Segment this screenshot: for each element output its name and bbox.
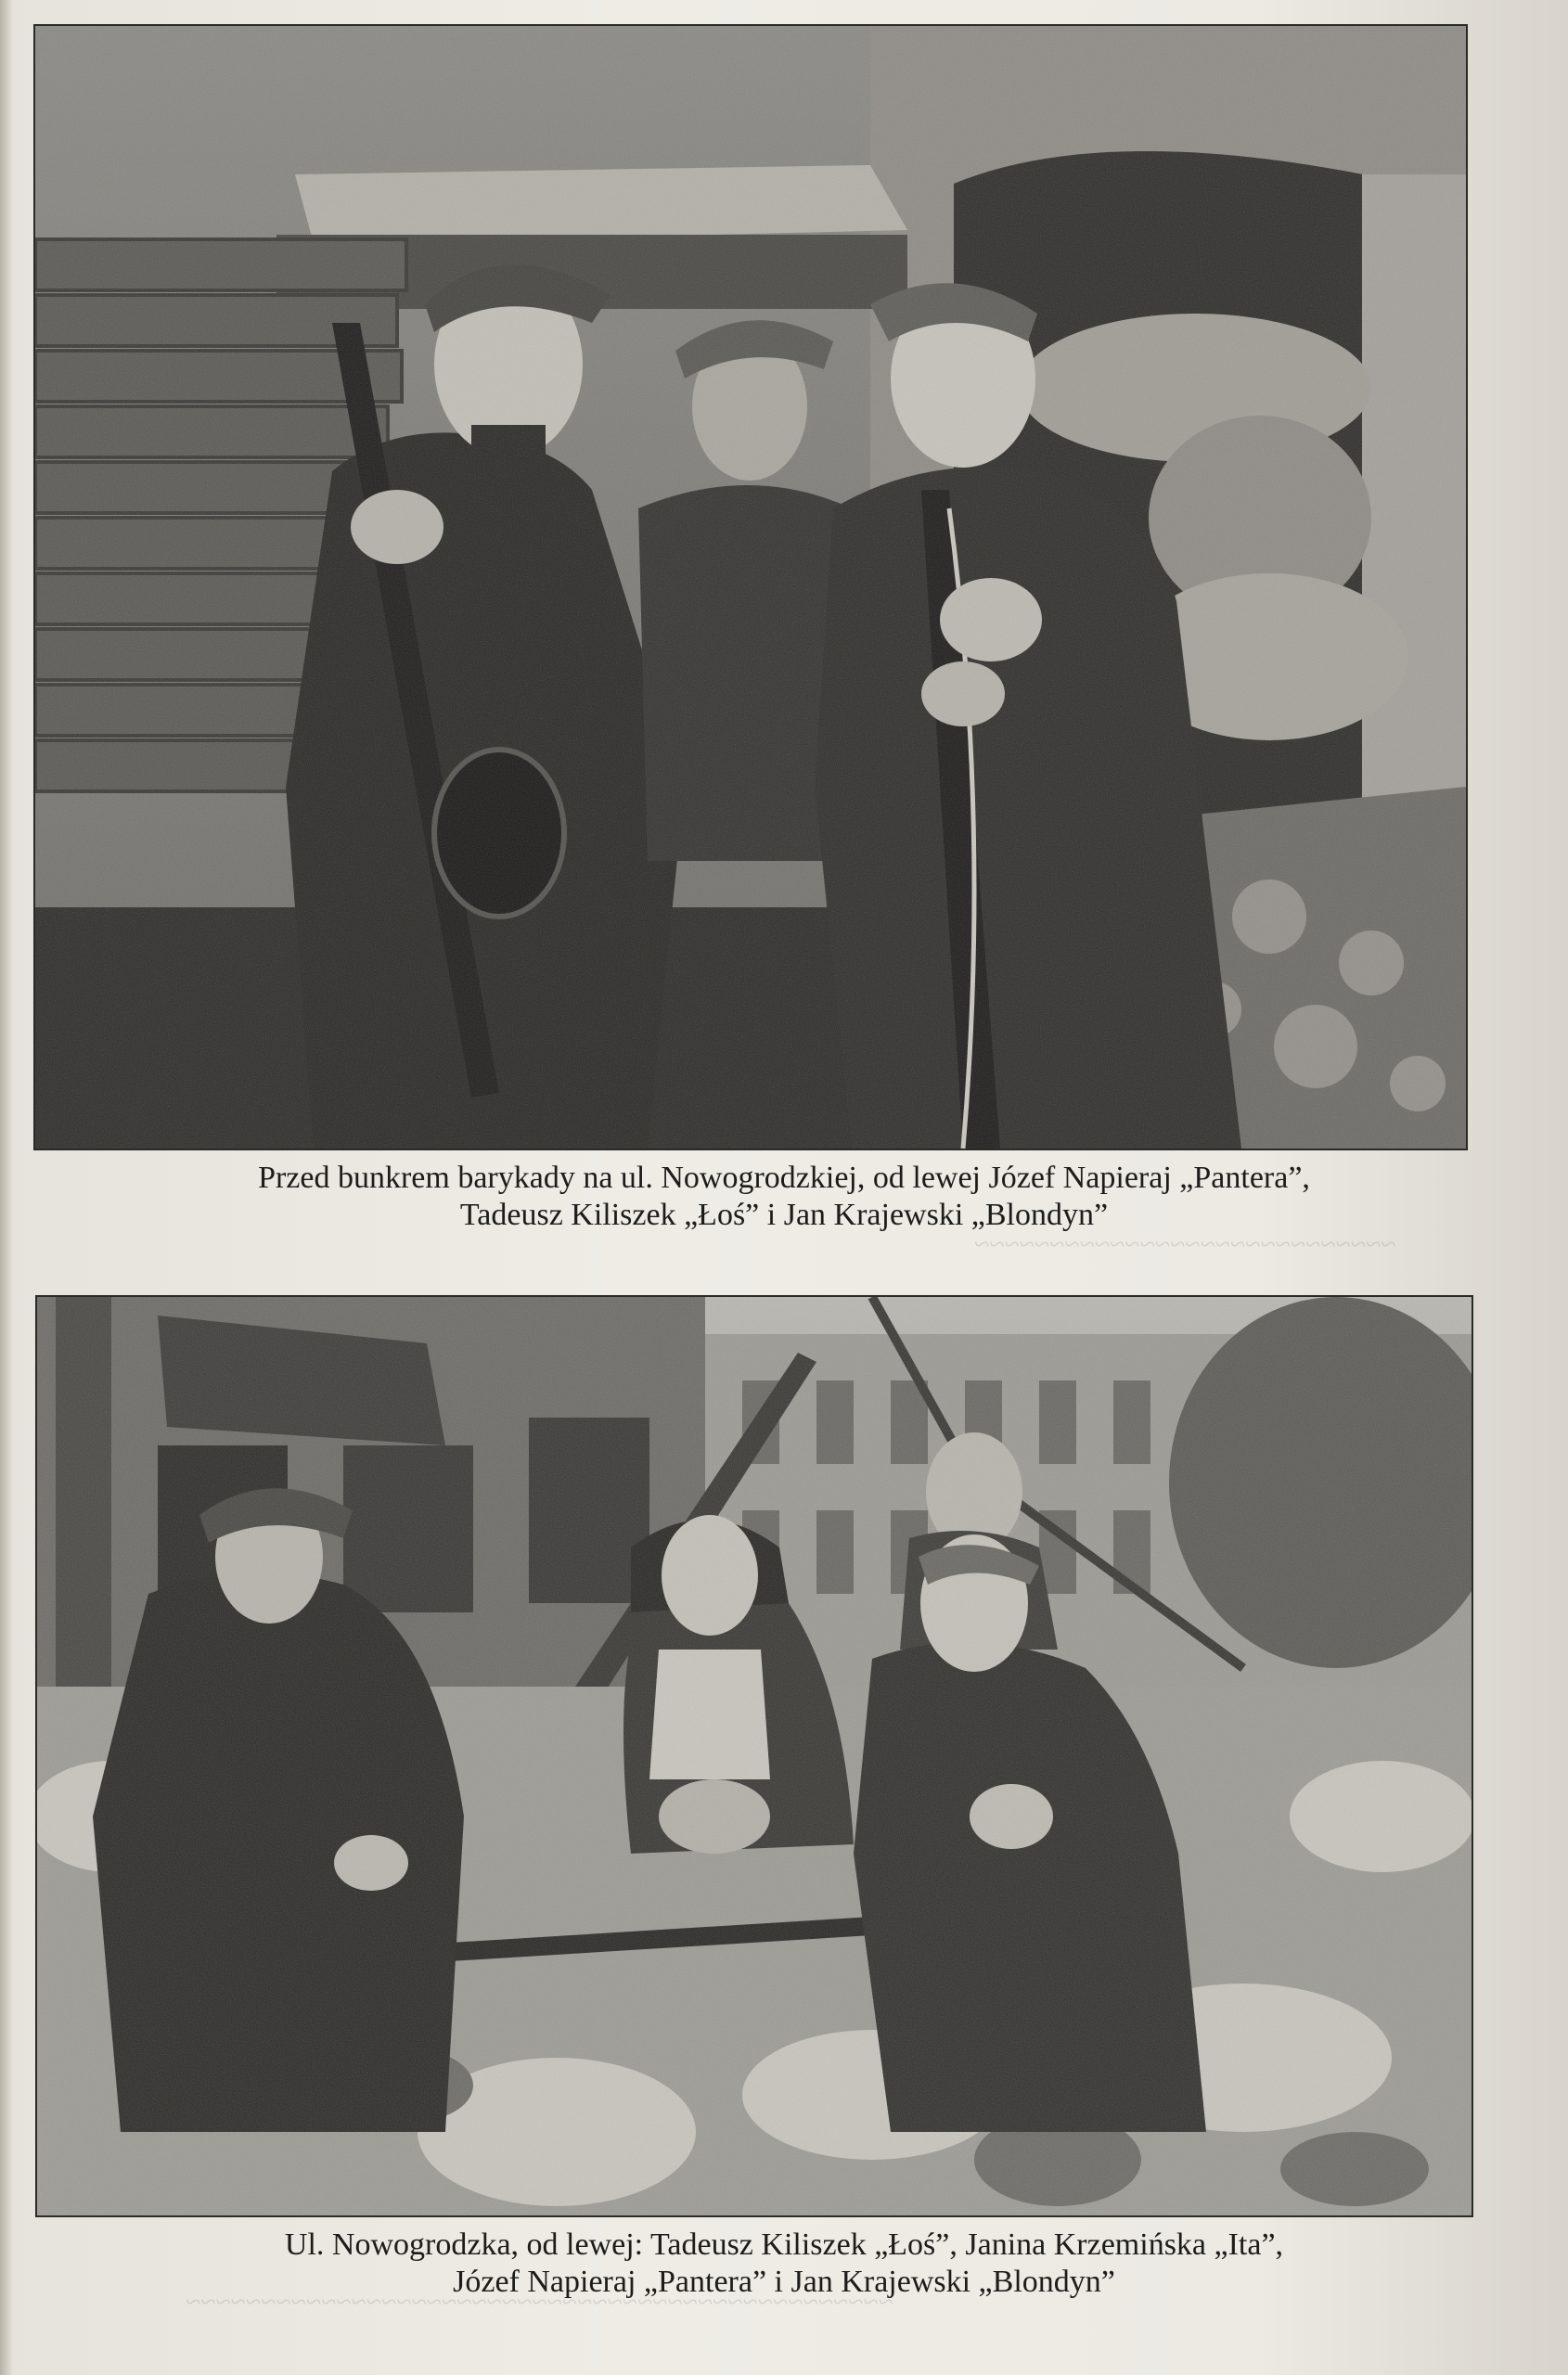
photo-nowogrodzka-street-image: [37, 1297, 1472, 2215]
bleed-through-text: ~~~~~~~~~~~~~~~~~~~~~~~~~~~~~~~~~~~~~~~~~~~~~~~: [186, 2287, 893, 2317]
caption-line: Przed bunkrem barykady na ul. Nowogrodzkiej, od lewej Józef Napieraj „Pantera”,: [258, 1161, 1310, 1195]
photo-caption-top: [0, 1160, 1568, 1234]
photo-caption-bottom: [0, 2227, 1568, 2301]
caption-line: Józef Napieraj „Pantera” i Jan Krajewski „Blondyn”: [453, 2265, 1115, 2299]
bleed-through-text: ~~~~~~~~~~~~~~~~~~~~~~~~~~~~: [974, 1229, 1396, 1260]
photo-barricade-bunker: [33, 24, 1468, 1150]
caption-line: Tadeusz Kiliszek „Łoś” i Jan Krajewski „Blondyn”: [459, 1198, 1109, 1232]
photo-barricade-bunker-image: [35, 26, 1466, 1149]
photo-nowogrodzka-street: [35, 1295, 1473, 2217]
caption-line: Ul. Nowogrodzka, od lewej: Tadeusz Kiliszek „Łoś”, Janina Krzemińska „Ita”,: [284, 2227, 1284, 2262]
